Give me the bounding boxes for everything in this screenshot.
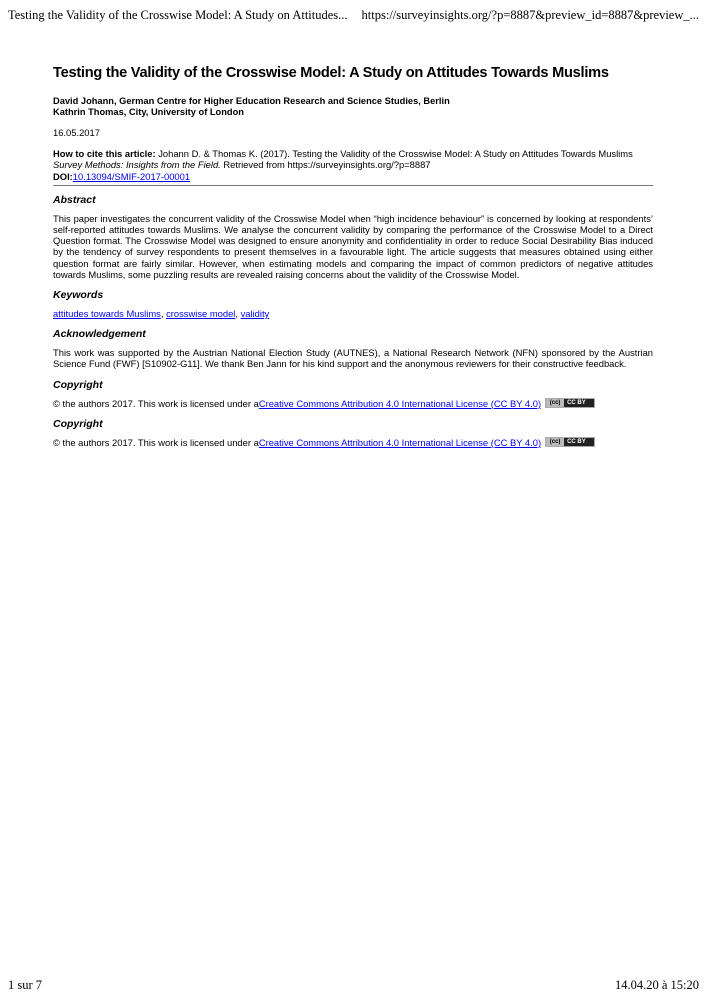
publication-date: 16.05.2017 xyxy=(53,127,100,138)
keyword-link[interactable]: validity xyxy=(240,308,270,320)
print-timestamp: 14.04.20 à 15:20 xyxy=(614,978,699,992)
acknowledgement-text: This work was supported by the Austrian National Election Study (AUTNES), a National Research Network (NFN) sponsored by the Austrian Science Fund (FWF) [S10902-G11]. We thank Ben Jann for his kind support and the anonymous reviewers for their constructive feedback. xyxy=(53,347,653,370)
abstract-text: This paper investigates the concurrent validity of the Crosswise Model when “high incidence behaviour” is concerned by looking at respondents’ self-reported attitudes towards Muslims. We analyse the concurrent validity by comparing the performance of the Crosswise Model to a Direct Question format. The Crosswise Model was designed to ensure anonymity and confidentiality in order to reduce Social Desirability Bias induced by the tendency of survey respondents to present themselves in a favourable light. The article suggests that measures obtained using either question format are fairly similar. However, when estimating models and comparing the impact of common predictors of negative attitudes towards Muslims, some puzzling results are revealed raising concerns about the validity of the Crosswise Model. xyxy=(53,212,653,280)
keywords-heading: Keywords xyxy=(53,289,104,302)
print-footer xyxy=(8,978,699,994)
keyword-link[interactable]: attitudes towards Muslims xyxy=(53,308,161,320)
abstract-heading: Abstract xyxy=(53,193,96,206)
citation-journal: Survey Methods: Insights from the Field. xyxy=(53,159,221,171)
copyright-heading: Copyright xyxy=(53,417,103,430)
license-link[interactable]: Creative Commons Attribution 4.0 International License (CC BY 4.0) xyxy=(258,436,542,448)
license-link[interactable]: Creative Commons Attribution 4.0 International License (CC BY 4.0) xyxy=(258,397,542,409)
acknowledgement-heading: Acknowledgement xyxy=(53,328,146,341)
keyword-link[interactable]: crosswise model xyxy=(166,308,236,320)
author-list xyxy=(53,96,653,118)
citation-block xyxy=(53,148,653,182)
page-count: 1 sur 7 xyxy=(8,978,43,992)
divider xyxy=(53,185,653,186)
license-line xyxy=(53,398,653,409)
author-2: Kathrin Thomas, City, University of London xyxy=(53,107,244,117)
print-header-title: Testing the Validity of the Crosswise Model: A Study on Attitudes... xyxy=(8,8,348,22)
cc-by-badge-icon[interactable]: (cc) CC BY xyxy=(545,398,595,408)
cc-by-badge-icon[interactable]: (cc) CC BY xyxy=(545,437,595,447)
keyword-separator: , xyxy=(235,308,241,320)
citation-text: Johann D. & Thomas K. (2017). Testing the Validity of the Crosswise Model: A Study on Attitudes Towards Muslims xyxy=(155,148,633,160)
keyword-list xyxy=(53,308,653,319)
article xyxy=(53,64,653,448)
article-title: Testing the Validity of the Crosswise Model: A Study on Attitudes Towards Muslims xyxy=(53,65,609,81)
print-header xyxy=(8,8,699,24)
doi-label: DOI: xyxy=(53,170,73,182)
author-1: David Johann, German Centre for Higher Education Research and Science Studies, Berlin xyxy=(53,96,450,106)
citation-retrieved: Retrieved from https://surveyinsights.org/?p=8887 xyxy=(220,159,431,171)
print-header-url: https://surveyinsights.org/?p=8887&preview_id=8887&preview_... xyxy=(361,8,699,22)
keyword-separator: , xyxy=(160,308,167,320)
doi-link[interactable]: 10.13094/SMIF-2017-00001 xyxy=(72,170,191,182)
license-line xyxy=(53,437,653,448)
citation-label: How to cite this article: xyxy=(53,148,156,160)
license-text: © the authors 2017. This work is licensed under a xyxy=(53,397,259,409)
license-text: © the authors 2017. This work is licensed under a xyxy=(53,436,259,448)
copyright-heading: Copyright xyxy=(53,378,103,391)
